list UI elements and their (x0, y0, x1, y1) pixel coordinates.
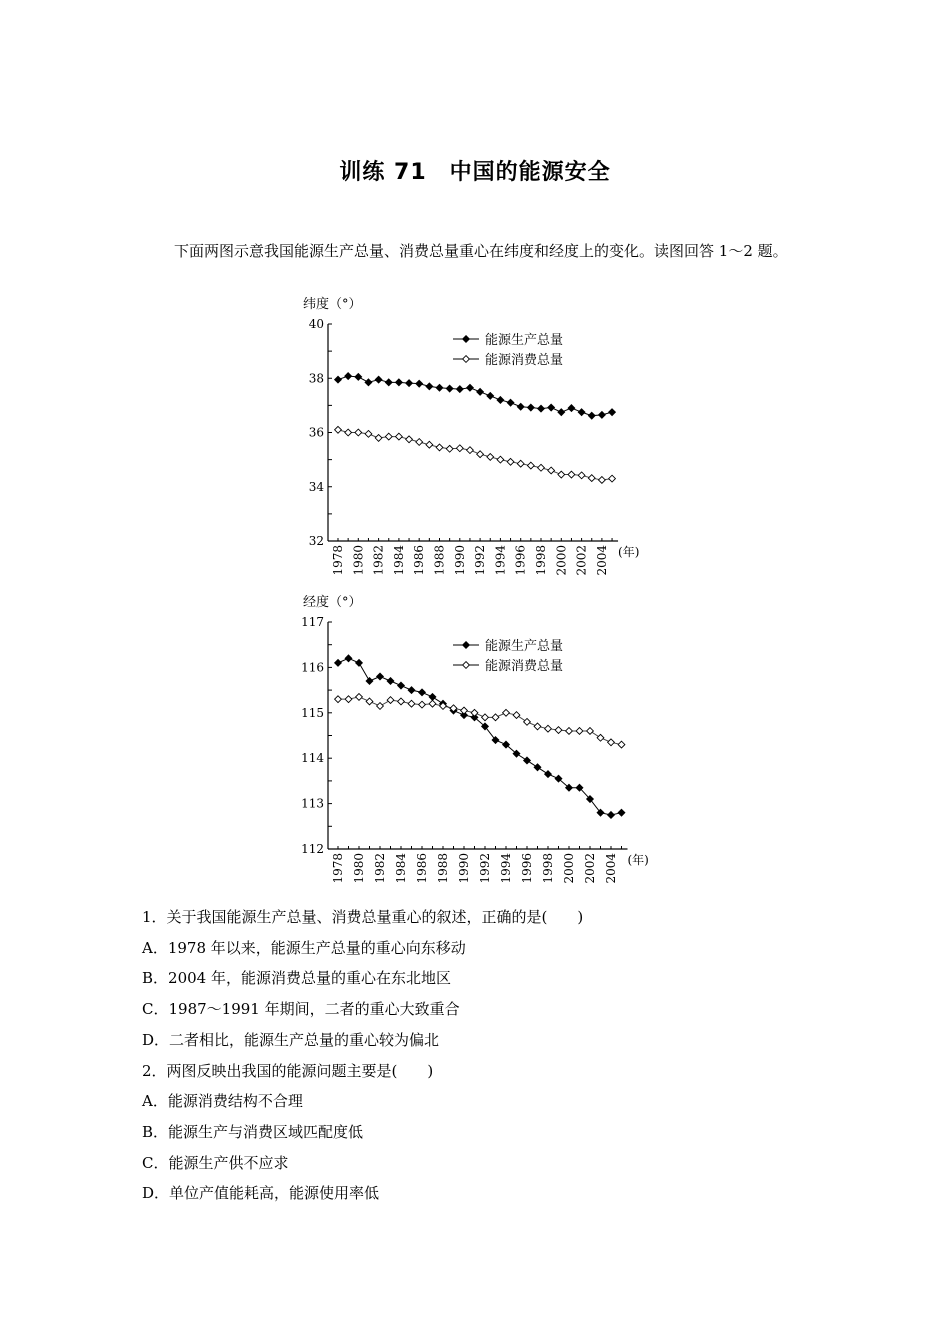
data-point (487, 392, 494, 399)
x-tick-label: 1998 (534, 545, 548, 576)
data-point (365, 379, 372, 386)
x-tick-label: 1978 (331, 545, 345, 576)
x-tick-label: 1984 (394, 853, 408, 884)
data-point (566, 728, 573, 735)
data-point (366, 698, 373, 705)
data-point (513, 712, 520, 719)
data-point (503, 709, 510, 716)
y-tick-label: 40 (308, 317, 324, 331)
data-point (408, 700, 415, 707)
data-point (355, 429, 362, 436)
x-tick-label: 2004 (594, 545, 609, 576)
data-point (335, 426, 342, 433)
x-tick-label: 1996 (513, 545, 528, 576)
x-tick-label: 1982 (371, 545, 386, 576)
x-tick-label: 1992 (478, 853, 492, 884)
data-point (387, 678, 394, 685)
x-axis-unit: (年) (618, 545, 640, 559)
x-tick-label: 1992 (473, 545, 488, 576)
data-point (497, 456, 504, 463)
data-point (446, 445, 453, 452)
data-point (416, 439, 423, 446)
data-point (385, 379, 392, 386)
x-tick-label: 1980 (352, 853, 366, 884)
data-point (345, 429, 352, 436)
question-2-option-b: B．能源生产与消费区域匹配度低 (142, 1122, 364, 1141)
data-point (487, 454, 494, 461)
latitude-chart (295, 295, 665, 580)
x-tick-label: 2000 (554, 545, 569, 576)
x-axis-unit: (年) (627, 853, 649, 867)
data-point (517, 403, 524, 410)
data-point (507, 399, 514, 406)
question-list (142, 902, 812, 1209)
data-point (416, 380, 423, 387)
data-point (375, 376, 382, 383)
y-tick-label: 32 (308, 534, 324, 548)
data-point (588, 412, 595, 419)
x-tick-label: 2000 (562, 853, 576, 884)
data-point (548, 404, 555, 411)
x-tick-label: 1990 (452, 545, 467, 576)
data-point (335, 696, 342, 703)
data-point (398, 698, 405, 705)
data-point (398, 682, 405, 689)
x-tick-label: 1990 (457, 853, 471, 884)
x-tick-label: 1984 (391, 545, 406, 576)
y-tick-label: 116 (301, 660, 324, 675)
x-tick-label: 2002 (574, 545, 589, 576)
data-point (436, 444, 443, 451)
data-point (608, 812, 615, 819)
data-point (618, 741, 625, 748)
data-point (419, 689, 426, 696)
data-point (456, 386, 463, 393)
data-point (608, 739, 615, 746)
question-2-option-c: C．能源生产供不应求 (142, 1153, 289, 1172)
legend-marker (463, 336, 470, 343)
data-point (385, 433, 392, 440)
x-tick-label: 2002 (583, 853, 597, 884)
data-point (377, 673, 384, 680)
data-point (524, 718, 531, 725)
data-point (588, 475, 595, 482)
legend-label: 能源生产总量 (485, 333, 564, 348)
y-axis-label: 纬度（°） (303, 297, 362, 312)
data-point (429, 700, 436, 707)
data-point (375, 435, 382, 442)
data-point (599, 477, 606, 484)
data-point (345, 696, 352, 703)
data-point (609, 475, 616, 482)
x-tick-label: 1994 (499, 853, 513, 884)
data-point (578, 472, 585, 479)
data-point (396, 379, 403, 386)
y-tick-label: 36 (308, 425, 324, 440)
longitude-chart (295, 594, 665, 894)
question-1-option-d: D．二者相比，能源生产总量的重心较为偏北 (142, 1030, 440, 1049)
question-2: 2．两图反映出我国的能源问题主要是( ) (142, 1061, 434, 1080)
data-point (377, 703, 384, 710)
data-point (446, 385, 453, 392)
x-tick-label: 1978 (331, 853, 345, 884)
data-point (568, 471, 575, 478)
x-tick-label: 1994 (493, 545, 508, 576)
x-tick-label: 1986 (412, 545, 427, 576)
x-tick-label: 1980 (351, 545, 366, 576)
data-point (538, 405, 545, 412)
question-1-option-a: A．1978 年以来，能源生产总量的重心向东移动 (142, 938, 466, 957)
data-point (497, 397, 504, 404)
x-tick-label: 1988 (436, 853, 450, 884)
data-point (366, 678, 373, 685)
data-point (517, 460, 524, 467)
data-point (477, 451, 484, 458)
data-point (467, 384, 474, 391)
data-point (599, 411, 606, 418)
data-point (345, 373, 352, 380)
data-point (618, 809, 625, 816)
data-point (461, 707, 468, 714)
y-axis-label: 经度（°） (303, 595, 362, 610)
data-point (527, 404, 534, 411)
data-point (527, 462, 534, 469)
x-tick-label: 1982 (373, 853, 387, 884)
data-point (426, 441, 433, 448)
y-tick-label: 114 (301, 751, 324, 766)
page-title: 训练 71 中国的能源安全 (339, 160, 611, 185)
data-point (471, 709, 478, 716)
data-point (555, 727, 562, 734)
legend-label: 能源消费总量 (485, 659, 564, 674)
data-point (345, 655, 352, 662)
data-point (545, 771, 552, 778)
question-1-option-c: C．1987～1991 年期间，二者的重心大致重合 (142, 1000, 460, 1019)
x-tick-label: 1996 (520, 853, 534, 884)
data-point (335, 659, 342, 666)
legend-marker (463, 642, 470, 649)
y-tick-label: 117 (301, 615, 324, 629)
y-tick-label: 115 (301, 705, 324, 720)
data-point (406, 380, 413, 387)
data-point (426, 383, 433, 390)
data-point (429, 694, 436, 701)
data-point (396, 433, 403, 440)
data-point (576, 728, 583, 735)
y-tick-label: 113 (301, 796, 324, 811)
legend-marker (463, 662, 470, 669)
data-point (456, 445, 463, 452)
latitude-chart-svg (295, 295, 665, 580)
data-point (477, 388, 484, 395)
data-point (467, 447, 474, 454)
intro-paragraph: 下面两图示意我国能源生产总量、消费总量重心在纬度和经度上的变化。读图回答 1～2 题。 (174, 242, 788, 260)
y-tick-label: 38 (308, 371, 324, 386)
data-point (408, 687, 415, 694)
data-point (548, 467, 555, 474)
x-tick-label: 1998 (541, 853, 555, 884)
data-point (355, 373, 362, 380)
data-point (507, 458, 514, 465)
data-point (597, 734, 604, 741)
data-point (587, 728, 594, 735)
data-point (538, 464, 545, 471)
series-line-production (338, 658, 622, 815)
question-2-option-a: A．能源消费结构不合理 (142, 1092, 303, 1111)
question-1-option-b: B．2004 年，能源消费总量的重心在东北地区 (142, 969, 451, 988)
data-point (534, 723, 541, 730)
data-point (558, 409, 565, 416)
y-tick-label: 34 (308, 479, 324, 494)
data-point (578, 409, 585, 416)
data-point (356, 694, 363, 701)
question-2-option-d: D．单位产值能耗高，能源使用率低 (142, 1184, 380, 1203)
data-point (558, 471, 565, 478)
legend-label: 能源消费总量 (485, 353, 564, 368)
x-tick-label: 2004 (604, 853, 618, 884)
x-tick-label: 1986 (415, 853, 429, 884)
data-point (356, 659, 363, 666)
data-point (609, 409, 616, 416)
data-point (406, 436, 413, 443)
data-point (568, 405, 575, 412)
legend-marker (463, 356, 470, 363)
data-point (436, 384, 443, 391)
data-point (534, 764, 541, 771)
data-point (492, 714, 499, 721)
data-point (524, 757, 531, 764)
data-point (545, 725, 552, 732)
legend-label: 能源生产总量 (485, 639, 564, 654)
data-point (387, 697, 394, 704)
longitude-chart-svg (295, 594, 665, 894)
data-point (365, 430, 372, 437)
x-tick-label: 1988 (432, 545, 447, 576)
question-1: 1．关于我国能源生产总量、消费总量重心的叙述，正确的是( ) (142, 908, 584, 926)
data-point (335, 376, 342, 383)
y-tick-label: 112 (301, 842, 324, 856)
data-point (419, 701, 426, 708)
data-point (482, 714, 489, 721)
